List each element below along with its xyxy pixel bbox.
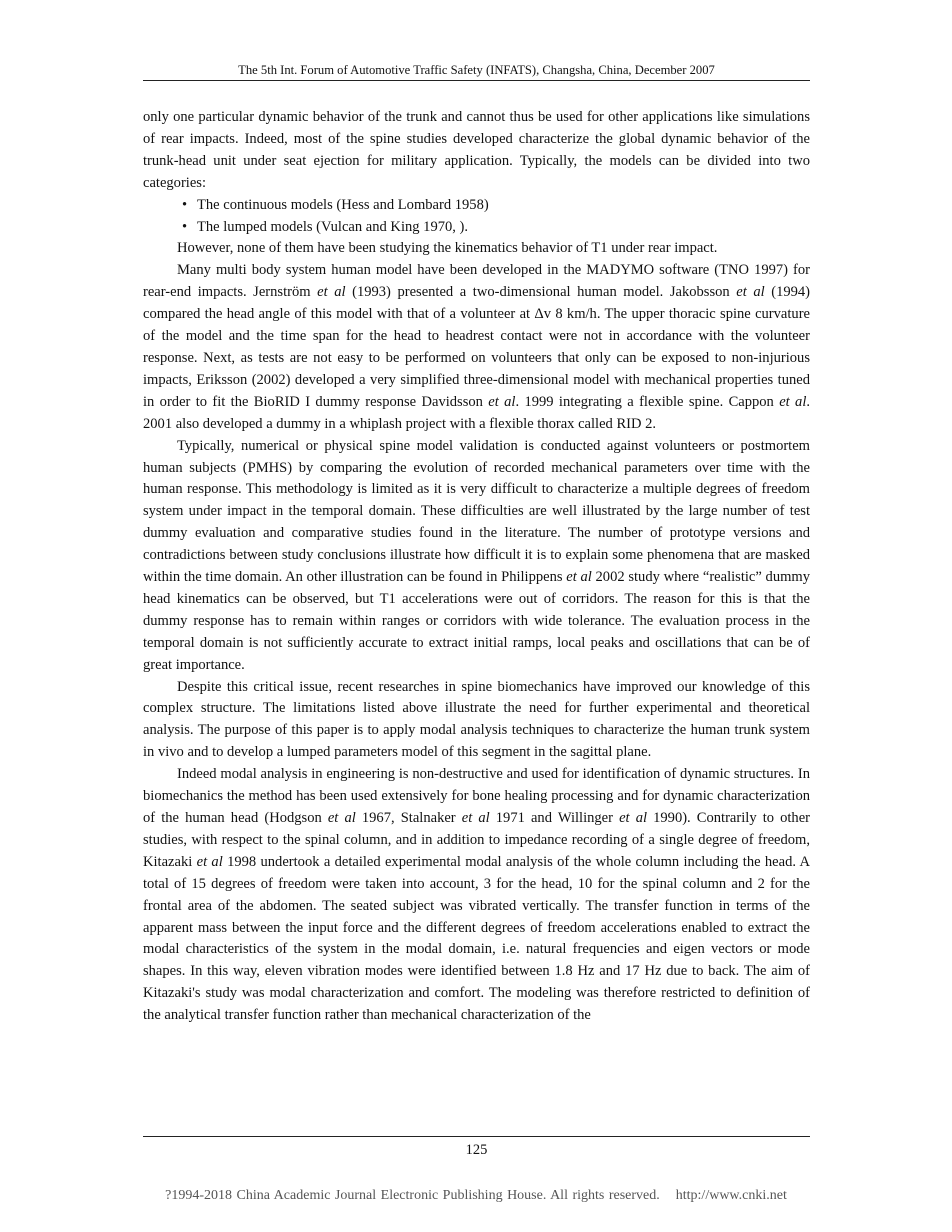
- italic-run: et al: [327, 810, 356, 826]
- footer-rule: [143, 1136, 810, 1137]
- body-text: [143, 107, 810, 1027]
- text-run: Indeed modal analysis in engineering is non-destructive and used for identification of dynamic structures. In biomechanics the method has been used extensively for bone healing processing and for dynamic characterization of the human head (Hodgson: [143, 766, 810, 826]
- bullet-item: [143, 195, 810, 217]
- paragraph-1: only one particular dynamic behavior of the trunk and cannot thus be used for other applications like simulations of rear impacts. Indeed, most of the spine studies developed characterize the global dynamic behavior of the trunk-head unit under seat ejection for military application. Typically, the models can be divided into two categories:: [143, 109, 810, 191]
- running-header: The 5th Int. Forum of Automotive Traffic Safety (INFATS), Changsha, China, December 2007: [238, 63, 715, 77]
- copyright-footer: [0, 1188, 952, 1204]
- italic-run: et al: [619, 810, 648, 826]
- paragraph-5: Despite this critical issue, recent researches in spine biomechanics have improved our knowledge of this complex structure. The limitations listed above illustrate the need for further experimental and theoretical analysis. The purpose of this paper is to apply modal analysis techniques to characterize the human trunk system in vivo and to develop a lumped parameters model of this segment in the sagittal plane.: [143, 678, 810, 761]
- paragraph-3: [143, 260, 810, 435]
- italic-run: et al: [566, 569, 592, 586]
- italic-run: et al: [779, 393, 807, 410]
- text-run: Typically, numerical or physical spine model validation is conducted against volunteers or postmortem human subjects (PMHS) by comparing the evolution of recorded mechanical parameters over time with the human response. This methodology is limited as it is very difficult to characterize a multiple degrees of freedom system under impact in the temporal domain. These difficulties are well illustrated by the large number of test dummy evaluation and comparative studies found in the literature. The number of prototype versions and contradictions between study conclusions illustrate how difficult it is to explain some phenomena that are masked within the time domain. An other illustration can be found in Philippens: [143, 437, 810, 586]
- bullet-dot-icon: •: [182, 196, 188, 213]
- text-run: Many multi body system human model have been developed in the MADYMO software (TNO 1997) for rear-end impacts. Jernström: [143, 262, 810, 301]
- italic-run: et al: [317, 284, 346, 301]
- bullet-list: [143, 195, 810, 239]
- text-run: 2002 study where “realistic” dummy head kinematics can be observed, but T1 accelerations were out of corridors. The reason for this is that the dummy response has to remain within ranges or corridors with wide tolerance. The evaluation process in the temporal domain is not sufficiently accurate to extract initial ramps, local peaks and oscillations that can be of great importance.: [143, 569, 810, 673]
- text-run: . 2001 also developed a dummy in a whiplash project with a flexible thorax called RID 2.: [143, 393, 810, 432]
- italic-run: et al: [196, 853, 223, 870]
- bullet-text: The lumped models (Vulcan and King 1970, ).: [197, 218, 469, 235]
- italic-run: et al: [488, 393, 516, 410]
- bullet-text: The continuous models (Hess and Lombard 1958): [197, 196, 489, 213]
- text-run: 1967, Stalnaker: [355, 810, 462, 826]
- copyright-text: ?1994-2018 China Academic Journal Electronic Publishing House. All rights reserved.: [165, 1188, 660, 1203]
- paragraph-2: However, none of them have been studying the kinematics behavior of T1 under rear impact.: [177, 240, 718, 257]
- bullet-dot-icon: •: [182, 218, 188, 235]
- text-run: (1994) compared the head angle of this model with that of a volunteer at Δv 8 km/h. The upper thoracic spine curvature of the model and the time span for the head to headrest contact were not in accordance with the volunteer response. Next, as tests are not easy to be performed on volunteers that only can be exposed to non-injurious impacts, Eriksson (2002) developed a very simplified three-dimensional model with mechanical properties tuned in order to fit the BioRID I dummy response Davidsson: [143, 284, 811, 410]
- header-rule: [143, 80, 810, 81]
- text-run: 1998 undertook a detailed experimental modal analysis of the whole column including the head. A total of 15 degrees of freedom were taken into account, 3 for the head, 10 for the spinal column and 2 for the frontal area of the abdomen. The seated subject was vibrated vertically. The transfer function in terms of the apparent mass between the input force and the different degrees of freedom accelerations enabled to extract the modal characteristics of the system in the modal domain, i.e. natural frequencies and eigen vectors or mode shapes. In this way, eleven vibration modes were identified between 1.8 Hz and 17 Hz due to back. The aim of Kitazaki's study was modal characterization and comfort. The modeling was therefore restricted to definition of the analytical transfer function rather than mechanical characterization of the: [143, 853, 811, 1024]
- paragraph-6: [143, 764, 810, 1027]
- text-run: . 1999 integrating a flexible spine. Cappon: [515, 393, 780, 410]
- bullet-item: [143, 217, 810, 239]
- italic-run: et al: [736, 284, 765, 301]
- paragraph-4: [143, 436, 810, 677]
- text-run: (1993) presented a two-dimensional human model. Jakobsson: [345, 284, 737, 301]
- italic-run: et al: [461, 810, 490, 826]
- text-run: 1990). Contrarily to other studies, with respect to the spinal column, and in addition to impedance recording of a single degree of freedom, Kitazaki: [143, 810, 811, 870]
- page-number: 125: [465, 1142, 488, 1158]
- footer-url-link[interactable]: http://www.cnki.net: [675, 1188, 787, 1203]
- text-run: 1971 and Willinger: [489, 810, 620, 826]
